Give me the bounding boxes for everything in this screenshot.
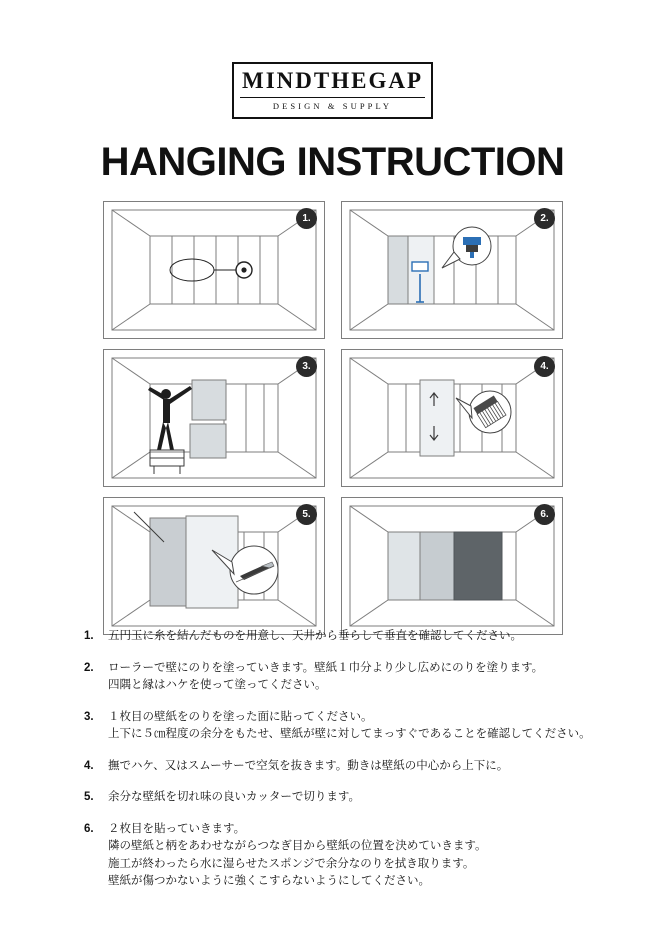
step-text — [108, 660, 604, 695]
figure-badge: 1. — [296, 208, 317, 229]
step-text-line: 五円玉に糸を結んだものを用意し、天井から垂らして垂直を確認してください。 — [108, 630, 522, 642]
step-number: 2. — [84, 661, 94, 674]
step-text-line: ローラーで壁にのりを塗っていきます。壁紙１巾分より少し広めにのりを塗ります。 — [108, 661, 544, 674]
figure-5-drawing — [104, 498, 324, 634]
step-text-line: 壁紙が傷つかないように強くこすらないようにしてください。 — [108, 875, 430, 887]
step-item — [84, 789, 604, 807]
logo-tagline: DESIGN & SUPPLY — [272, 101, 393, 111]
step-text — [108, 821, 604, 891]
figure-badge: 6. — [534, 504, 555, 525]
step-number: 1. — [84, 630, 94, 642]
step-text — [108, 709, 604, 744]
figure-4-smoothing-brush — [341, 349, 563, 487]
step-item — [84, 821, 604, 891]
page-title: HANGING INSTRUCTION — [100, 140, 565, 184]
figure-5-trim-cutter — [103, 497, 325, 635]
figure-2-drawing — [342, 202, 562, 338]
step-item — [84, 628, 604, 646]
step-number: 5. — [84, 791, 94, 803]
figure-badge: 5. — [296, 504, 317, 525]
figure-1-drawing — [104, 202, 324, 338]
step-number: 4. — [84, 759, 94, 772]
step-text-line: 隣の壁紙と柄をあわせながらつなぎ目から壁紙の位置を決めていきます。 — [108, 840, 487, 852]
step-number: 6. — [84, 822, 94, 835]
step-text-line: 余分な壁紙を切れ味の良いカッターで切ります。 — [108, 791, 360, 803]
step-text — [108, 789, 604, 807]
figure-3-hang-strip — [103, 349, 325, 487]
steps-list — [84, 628, 604, 905]
figure-2-paste-roller — [341, 201, 563, 339]
step-text-line: 撫でハケ、又はスムーサーで空気を抜きます。動きは壁紙の中心から上下に。 — [108, 759, 509, 772]
figure-4-drawing — [342, 350, 562, 486]
step-item — [84, 758, 604, 776]
figure-badge: 4. — [534, 356, 555, 377]
figure-1-plumb-line — [103, 201, 325, 339]
step-text-line: １枚目の壁紙をのりを塗った面に貼ってください。 — [108, 710, 373, 723]
figure-3-drawing — [104, 350, 324, 486]
step-text — [108, 628, 604, 646]
logo-box — [232, 62, 433, 119]
brand-logo — [0, 62, 665, 119]
step-item — [84, 660, 604, 695]
step-text-line: 施工が終わったら水に湿らせたスポンジで余分なのりを拭き取ります。 — [108, 857, 475, 870]
figure-6-drawing — [342, 498, 562, 634]
figure-badge: 3. — [296, 356, 317, 377]
figure-6-second-strip — [341, 497, 563, 635]
step-number: 3. — [84, 710, 94, 723]
step-text — [108, 758, 604, 776]
figure-grid — [103, 201, 563, 635]
step-text-line: 四隅と縁はハケを使って塗ってください。 — [108, 679, 327, 691]
logo-divider — [240, 97, 425, 98]
logo-wordmark: MINDTHEGAP — [242, 68, 423, 93]
step-text-line: 上下に５㎝程度の余分をもたせ、壁紙が壁に対してまっすぐであることを確認してください。 — [108, 728, 591, 740]
step-text-line: ２枚目を貼っていきます。 — [108, 822, 246, 835]
step-item — [84, 709, 604, 744]
figure-badge: 2. — [534, 208, 555, 229]
